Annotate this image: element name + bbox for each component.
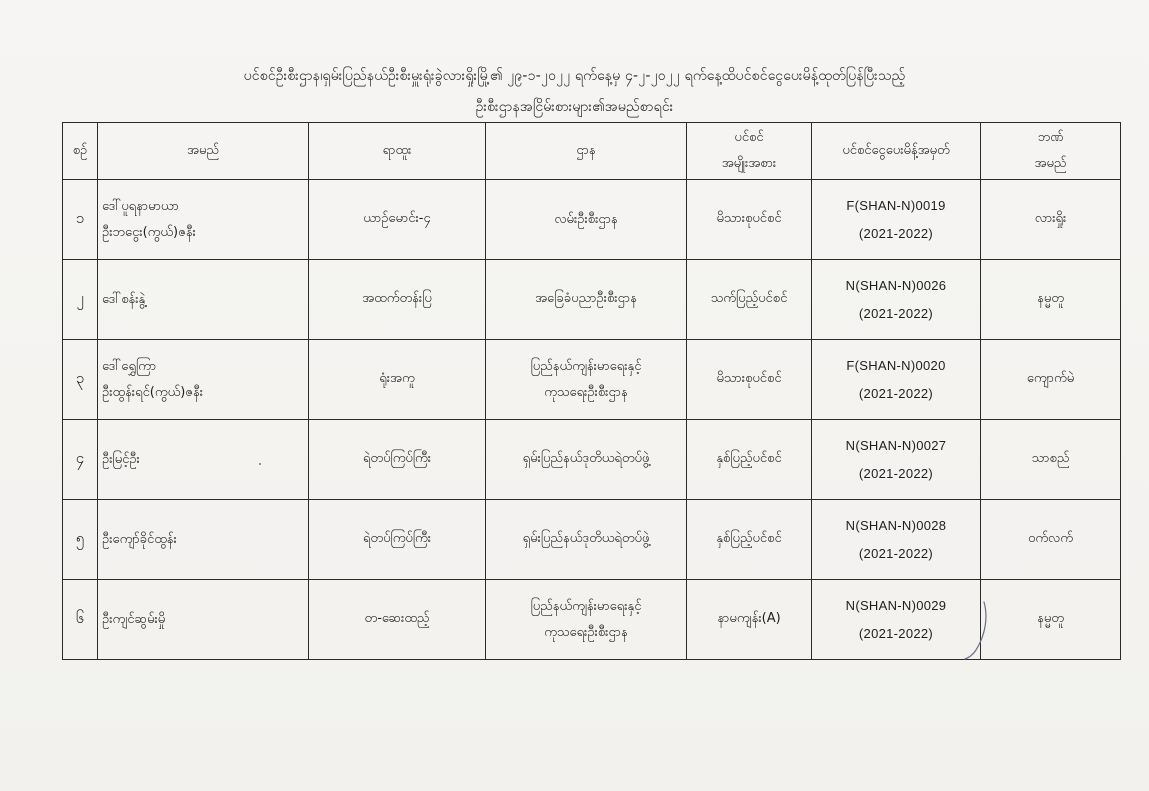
row-name [98, 180, 309, 260]
row-bank: လားရှိုး [981, 180, 1121, 260]
row-order-no-line-2: (2021-2022) [858, 305, 934, 321]
row-pension-type: သက်ပြည့်ပင်စင် [687, 260, 812, 340]
row-name-line-1: ဒေါ်ရွှေကြာ [102, 358, 157, 374]
row-name [98, 580, 309, 660]
row-no: ၅ [63, 500, 98, 580]
row-pension-type: မိသားစုပင်စင် [687, 180, 812, 260]
row-order-no [812, 260, 981, 340]
row-bank: နမ္မတူ [981, 260, 1121, 340]
row-order-no-line-2: (2021-2022) [858, 385, 934, 401]
row-order-no-line-1: F(SHAN-N)0019 [846, 197, 946, 213]
row-bank: သာစည် [981, 420, 1121, 500]
row-bank: ဝက်လက် [981, 500, 1121, 580]
row-name-line-1: ဒေါ်ပူရနာမာယာ [102, 198, 179, 214]
row-department-line-2: ကုသရေးဦးစီးဌာန [544, 624, 628, 640]
row-rank: ရုံးအကူ [309, 340, 486, 420]
row-order-no-line-1: N(SHAN-N)0027 [845, 437, 947, 453]
row-department [486, 180, 687, 260]
row-rank: ရဲတပ်ကြပ်ကြီး [309, 500, 486, 580]
row-order-no [812, 180, 981, 260]
header-no: စဉ် [63, 123, 98, 180]
row-order-no-line-2: (2021-2022) [858, 225, 934, 241]
header-pension-type [687, 123, 812, 180]
row-rank: ရဲတပ်ကြပ်ကြီး [309, 420, 486, 500]
header-name: အမည် [98, 123, 309, 180]
row-department: ရှမ်းပြည်နယ်ဒုတိယရဲတပ်ဖွဲ့ [486, 420, 687, 500]
row-name-line-1: ဦးကျော်ခိုင်ထွန်း [102, 531, 177, 547]
table-body [63, 180, 1121, 660]
row-order-no-line-1: N(SHAN-N)0026 [845, 277, 947, 293]
table-row [63, 500, 1121, 580]
row-department-line-1: ပြည်နယ်ကျန်းမာရေးနှင့် [530, 598, 642, 614]
document-title-line-2: ဦးစီးဌာနအငြိမ်းစားများ၏အမည်စာရင်း [475, 99, 674, 115]
row-order-no [812, 340, 981, 420]
row-pension-type: နာမကျန်း(A) [687, 580, 812, 660]
row-name-line-2: ဦးဘငွေး(ကွယ်)ဇနီး [102, 224, 196, 240]
row-department-line-2: ကုသရေးဦးစီးဌာန [544, 384, 628, 400]
row-name [98, 420, 309, 500]
row-name [98, 340, 309, 420]
table-row [63, 420, 1121, 500]
header-bank [981, 123, 1121, 180]
row-order-no [812, 420, 981, 500]
row-order-no-line-2: (2021-2022) [858, 545, 934, 561]
row-name-line-1: ဦးမြင့်ဦး [102, 451, 140, 467]
row-department [486, 340, 687, 420]
row-pension-type: မိသားစုပင်စင် [687, 340, 812, 420]
table-row [63, 340, 1121, 420]
row-order-no-line-1: F(SHAN-N)0020 [846, 357, 946, 373]
header-rank: ရာထူး [309, 123, 486, 180]
row-order-no [812, 500, 981, 580]
row-name [98, 260, 309, 340]
pen-tick-mark [962, 600, 992, 660]
row-department: အခြေခံပညာဦးစီးဌာန [486, 260, 687, 340]
header-pension-type-line-1: ပင်စင် [734, 130, 764, 145]
row-order-no-line-2: (2021-2022) [858, 465, 934, 481]
row-no: ၁ [63, 180, 98, 260]
row-order-no-line-2: (2021-2022) [858, 625, 934, 641]
row-no: ၄ [63, 420, 98, 500]
table-row [63, 260, 1121, 340]
row-bank: ကျောက်မဲ [981, 340, 1121, 420]
row-rank: အထက်တန်းပြ [309, 260, 486, 340]
header-order-no: ပင်စင်ငွေပေးမိန့်အမှတ် [812, 123, 981, 180]
row-department: ရှမ်းပြည်နယ်ဒုတိယရဲတပ်ဖွဲ့ [486, 500, 687, 580]
table-header-row [63, 123, 1121, 180]
row-no: ၆ [63, 580, 98, 660]
row-department-line-1: ပြည်နယ်ကျန်းမာရေးနှင့် [530, 358, 642, 374]
pensioner-table [62, 122, 1121, 660]
table-row [63, 180, 1121, 260]
row-rank: ယာဉ်မောင်း-၄ [309, 180, 486, 260]
row-order-no-line-1: N(SHAN-N)0028 [845, 517, 947, 533]
row-department [486, 580, 687, 660]
row-department-line-1: လမ်းဦးစီးဌာန [554, 211, 618, 227]
row-name-line-2: ဦးထွန်းရင်(ကွယ်)ဇနီး [102, 384, 204, 400]
row-rank: တ-ဆေးထည့် [309, 580, 486, 660]
row-bank: နမ္မတူ [981, 580, 1121, 660]
header-bank-line-1: ဘဏ် [1037, 130, 1064, 145]
row-name-line-1: ဦးကျင်ဆွမ်းမှို [102, 611, 166, 627]
header-bank-line-2: အမည် [1034, 156, 1067, 171]
row-pension-type: နှစ်ပြည့်ပင်စင် [687, 500, 812, 580]
document-title-line-1: ပင်စင်ဦးစီးဌာန၊ရှမ်းပြည်နယ်ဦးစီးမှူးရုံးခွဲလားရှိုးမြို့၏ ၂၉-၁-၂၀၂၂ ရက်နေ့မှ ၄-၂-၂၀၂၂ ရက်နေ့ထိပင်စင်ငွေပေးမိန့်ထုတ်ပြန်ပြီးသည့် [243, 68, 906, 84]
row-pension-type: နှစ်ပြည့်ပင်စင် [687, 420, 812, 500]
row-no: ၃ [63, 340, 98, 420]
header-pension-type-line-2: အမျိုးအစား [721, 156, 777, 171]
header-department: ဌာန [486, 123, 687, 180]
row-name [98, 500, 309, 580]
paper-speck [259, 463, 261, 465]
row-order-no [812, 580, 981, 660]
row-order-no-line-1: N(SHAN-N)0029 [845, 597, 947, 613]
row-name-line-1: ဒေါ်စန်းနွဲ့ [102, 291, 146, 307]
row-no: ၂ [63, 260, 98, 340]
